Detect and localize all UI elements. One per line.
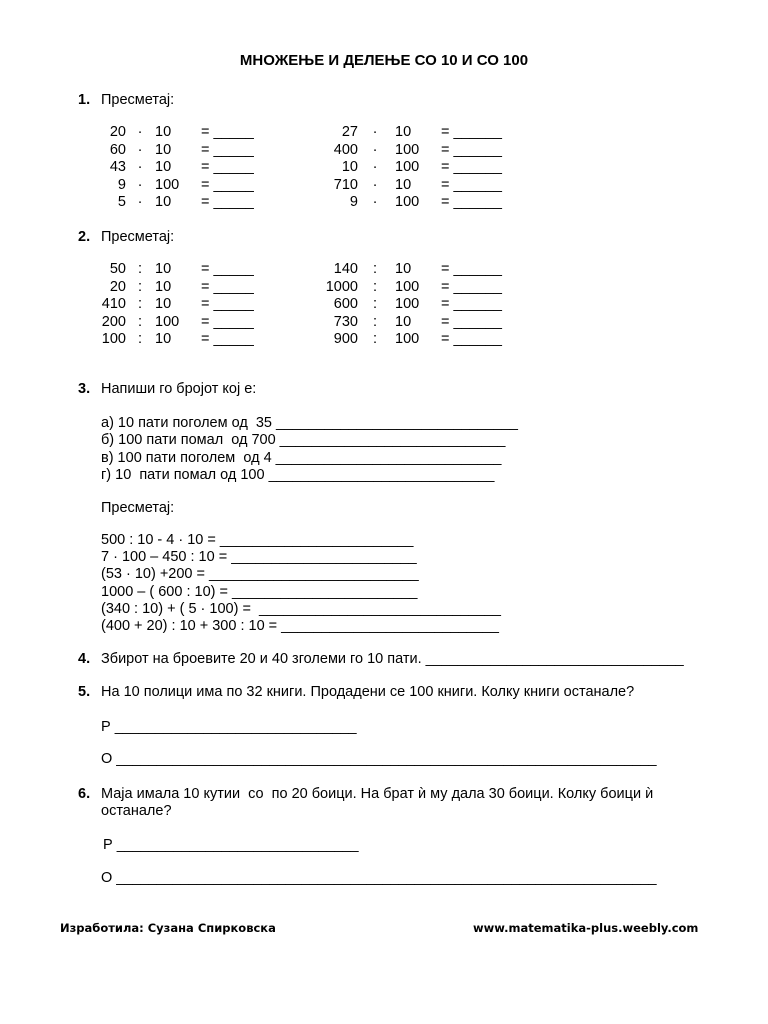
operand-b: 100: [155, 176, 180, 193]
operator: ·: [137, 176, 143, 193]
operand-a: 50: [109, 261, 126, 277]
task3-number: 3.: [78, 381, 91, 397]
task6-text-line2: останале?: [101, 803, 172, 819]
task3-label2: Пресметај:: [101, 500, 175, 516]
operator: ·: [372, 194, 378, 210]
operand-a: 410: [101, 296, 126, 312]
operand-b: 100: [155, 313, 180, 330]
answer-blank: = _____: [201, 331, 254, 347]
task6-number: 6.: [78, 786, 91, 802]
task3-item: б) 100 пати помал од 700 ____________________________: [101, 432, 506, 448]
operator: :: [372, 313, 378, 330]
operand-b: 10: [395, 313, 412, 330]
operand-b: 10: [155, 278, 172, 295]
task4-text: Збирот на броевите 20 и 40 зголеми го 10 пати. ________________________________: [101, 651, 684, 667]
answer-blank: = ______: [441, 313, 502, 330]
operator: ·: [372, 176, 378, 193]
operand-b: 10: [155, 296, 172, 312]
operator: ·: [372, 159, 378, 175]
operator: :: [137, 331, 143, 347]
operand-b: 10: [155, 124, 172, 140]
operand-a: 400: [333, 141, 358, 158]
operand-b: 10: [155, 331, 172, 347]
task3-label: Напиши го бројот кој е:: [101, 381, 257, 397]
operator: ·: [137, 194, 143, 210]
operand-b: 100: [395, 141, 420, 158]
operand-a: 20: [109, 278, 126, 295]
task2-label: Пресметај:: [101, 229, 175, 245]
operand-b: 10: [395, 176, 412, 193]
operand-a: 20: [109, 124, 126, 140]
operator: ·: [137, 159, 143, 175]
task6-text-line1: Маја имала 10 кутии со по 20 боици. На брат ѝ му дала 30 боици. Колку боици ѝ: [101, 786, 654, 802]
answer-blank: = ______: [441, 124, 502, 140]
operand-a: 710: [333, 176, 358, 193]
operand-b: 10: [155, 159, 172, 175]
task6-answer-r: Р ______________________________: [103, 837, 359, 853]
answer-blank: = _____: [201, 159, 254, 175]
operand-b: 10: [395, 261, 412, 277]
operator: ·: [137, 141, 143, 158]
task3-expression: 7 · 100 – 450 : 10 = _______________________: [101, 549, 417, 565]
operator: :: [137, 313, 143, 330]
operand-b: 10: [155, 261, 172, 277]
answer-blank: = _____: [201, 194, 254, 210]
operand-a: 100: [101, 331, 126, 347]
operand-a: 600: [333, 296, 358, 312]
task1-number: 1.: [78, 92, 91, 108]
answer-blank: = _____: [201, 176, 254, 193]
answer-blank: = ______: [441, 261, 502, 277]
answer-blank: = ______: [441, 176, 502, 193]
operand-b: 100: [395, 331, 420, 347]
operator: :: [137, 261, 143, 277]
answer-blank: = _____: [201, 296, 254, 312]
answer-blank: = ______: [441, 296, 502, 312]
operator: ·: [137, 124, 143, 140]
operator: :: [372, 331, 378, 347]
answer-blank: = _____: [201, 124, 254, 140]
answer-blank: = ______: [441, 331, 502, 347]
task5-answer-o: О ___________________________________________________________________: [101, 751, 657, 767]
task2-number: 2.: [78, 229, 91, 245]
operand-a: 9: [117, 176, 126, 193]
operator: ·: [372, 124, 378, 140]
footer-author: Изработила: Сузана Спирковска: [60, 921, 276, 935]
task1-label: Пресметај:: [101, 92, 175, 108]
operator: :: [372, 278, 378, 295]
operator: :: [372, 296, 378, 312]
task6-answer-o: О ___________________________________________________________________: [101, 870, 657, 886]
task3-expression: 1000 – ( 600 : 10) = _______________________: [101, 584, 418, 600]
operand-a: 10: [341, 159, 358, 175]
operand-a: 5: [117, 194, 126, 210]
page-title: МНОЖЕЊЕ И ДЕЛЕЊЕ СО 10 И СО 100: [239, 52, 529, 69]
answer-blank: = ______: [441, 278, 502, 295]
task3-expression: 500 : 10 - 4 · 10 = ________________________: [101, 532, 414, 548]
task3-item: г) 10 пати помал од 100 ____________________________: [101, 467, 495, 483]
task4-number: 4.: [78, 651, 91, 667]
operator: ·: [372, 141, 378, 158]
operand-b: 100: [395, 278, 420, 295]
answer-blank: = ______: [441, 194, 502, 210]
task3-item: а) 10 пати поголем од 35 ______________________________: [101, 415, 518, 431]
operand-a: 140: [333, 261, 358, 277]
operand-a: 200: [101, 313, 126, 330]
operand-a: 27: [341, 124, 358, 140]
answer-blank: = ______: [441, 141, 502, 158]
operand-a: 9: [349, 194, 358, 210]
task5-number: 5.: [78, 684, 91, 700]
operand-b: 100: [395, 194, 420, 210]
task5-answer-r: Р ______________________________: [101, 719, 357, 735]
answer-blank: = ______: [441, 159, 502, 175]
operator: :: [372, 261, 378, 277]
operand-a: 60: [109, 141, 126, 158]
task3-expression: (400 + 20) : 10 + 300 : 10 = ___________________________: [101, 618, 499, 634]
answer-blank: = _____: [201, 313, 254, 330]
footer-website: www.matematika-plus.weebly.com: [473, 921, 699, 935]
task5-text: На 10 полици има по 32 книги. Продадени се 100 книги. Колку книги останале?: [101, 684, 635, 700]
operand-b: 10: [155, 141, 172, 158]
operand-a: 900: [333, 331, 358, 347]
operand-b: 100: [395, 296, 420, 312]
operand-b: 10: [395, 124, 412, 140]
operator: :: [137, 296, 143, 312]
task3-expression: (53 · 10) +200 = __________________________: [101, 566, 419, 582]
task3-expression: (340 : 10) + ( 5 · 100) = ______________________________: [101, 601, 501, 617]
answer-blank: = _____: [201, 141, 254, 158]
answer-blank: = _____: [201, 278, 254, 295]
task3-item: в) 100 пати поголем од 4 ____________________________: [101, 450, 502, 466]
operand-a: 1000: [325, 278, 358, 295]
operand-a: 730: [333, 313, 358, 330]
operand-a: 43: [109, 159, 126, 175]
operand-b: 10: [155, 194, 172, 210]
operator: :: [137, 278, 143, 295]
answer-blank: = _____: [201, 261, 254, 277]
operand-b: 100: [395, 159, 420, 175]
